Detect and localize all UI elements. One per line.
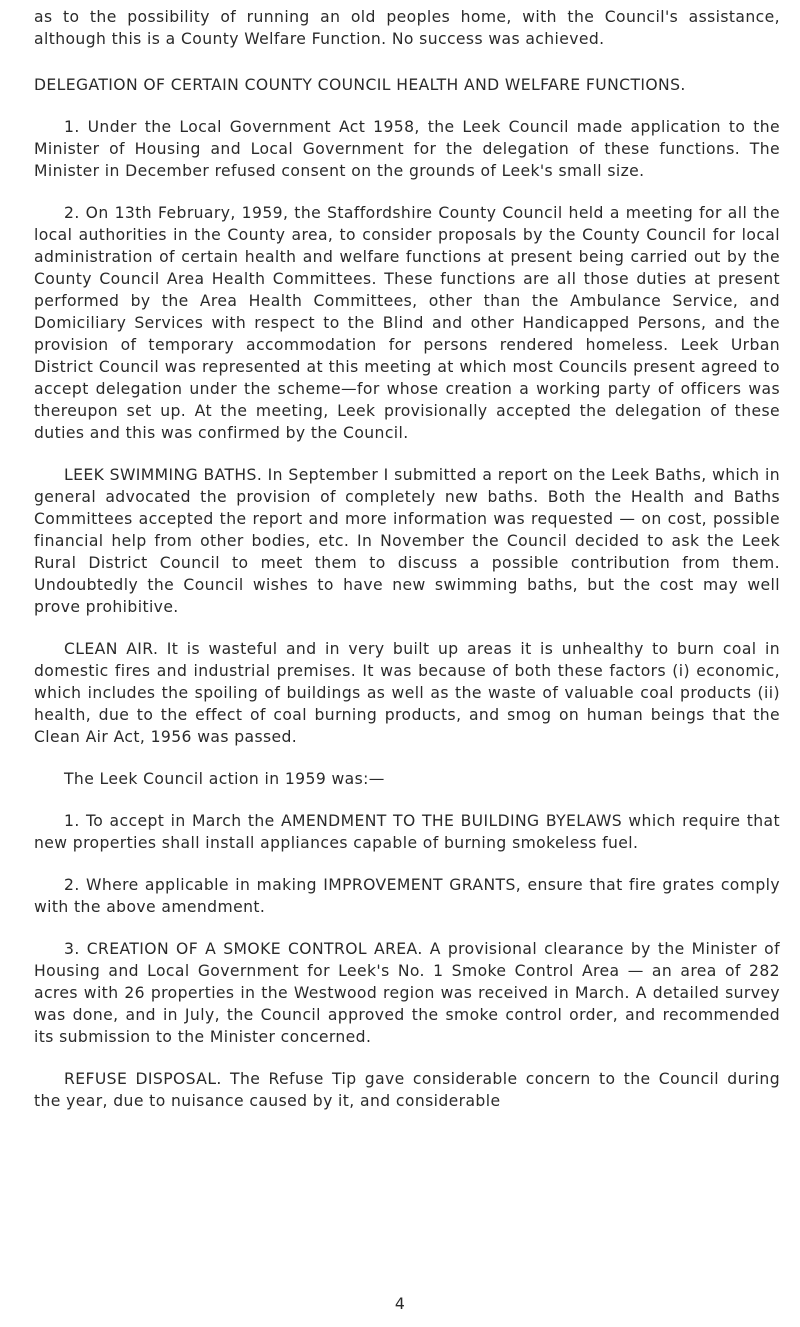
clean-air-paragraph: CLEAN AIR. It is wasteful and in very built up areas it is unhealthy to burn coal in domestic fires and industrial premises. It was because of both these factors (i) economic, which includes the spoiling of buildings as well as the waste of valuable coal products (ii) health, due to the effect of coal burning products, and smog on human beings that the Clean Air Act, 1956 was passed.: [34, 640, 780, 746]
delegation-paragraph-1: 1. Under the Local Government Act 1958, the Leek Council made application to the Minister of Housing and Local Government for the delegation of these functions. The Minister in December refused consent on the grounds of Leek's small size.: [34, 118, 780, 180]
council-action-intro: The Leek Council action in 1959 was:—: [64, 770, 385, 788]
intro-paragraph: as to the possibility of running an old peoples home, with the Council's assistance, although this is a County Welfare Function. No success was achieved.: [34, 8, 780, 48]
delegation-paragraph-2: 2. On 13th February, 1959, the Staffordshire County Council held a meeting for all the local authorities in the County area, to consider proposals by the County Council for local administration of certain health and welfare functions at present being carried out by the County Council Area Health Committees. These functions are all those duties at present performed by the Area Health Committees, other than the Ambulance Service, and Domiciliary Services with respect to the Blind and other Handicapped Persons, and the provision of temporary accommodation for persons rendered homeless. Leek Urban District Council was represented at this meeting at which most Councils present agreed to accept delegation under the scheme—for whose creation a working party of officers was thereupon set up. At the meeting, Leek provisionally accepted the delegation of these duties and this was confirmed by the Council.: [34, 204, 780, 442]
refuse-disposal-paragraph: REFUSE DISPOSAL. The Refuse Tip gave considerable concern to the Council during the year, due to nuisance caused by it, and considerable: [34, 1070, 780, 1110]
action-item-2: 2. Where applicable in making IMPROVEMENT GRANTS, ensure that fire grates comply with the above amendment.: [34, 876, 780, 916]
swimming-baths-paragraph: LEEK SWIMMING BATHS. In September I submitted a report on the Leek Baths, which in general advocated the provision of completely new baths. Both the Health and Baths Committees accepted the report and more information was requested — on cost, possible financial help from other bodies, etc. In November the Council decided to ask the Leek Rural District Council to meet them to discuss a possible contribution from them. Undoubtedly the Council wishes to have new swimming baths, but the cost may well prove prohibitive.: [34, 466, 780, 616]
action-item-3: 3. CREATION OF A SMOKE CONTROL AREA. A provisional clearance by the Minister of Housing and Local Government for Leek's No. 1 Smoke Control Area — an area of 282 acres with 26 properties in the Westwood region was received in March. A detailed survey was done, and in July, the Council approved the smoke control order, and recommended its submission to the Minister concerned.: [34, 940, 780, 1046]
section-heading-delegation: DELEGATION OF CERTAIN COUNTY COUNCIL HEALTH AND WELFARE FUNCTIONS.: [34, 76, 686, 94]
action-item-1: 1. To accept in March the AMENDMENT TO THE BUILDING BYELAWS which require that new properties shall install appliances capable of burning smokeless fuel.: [34, 812, 780, 852]
page-number: 4: [394, 1295, 406, 1313]
